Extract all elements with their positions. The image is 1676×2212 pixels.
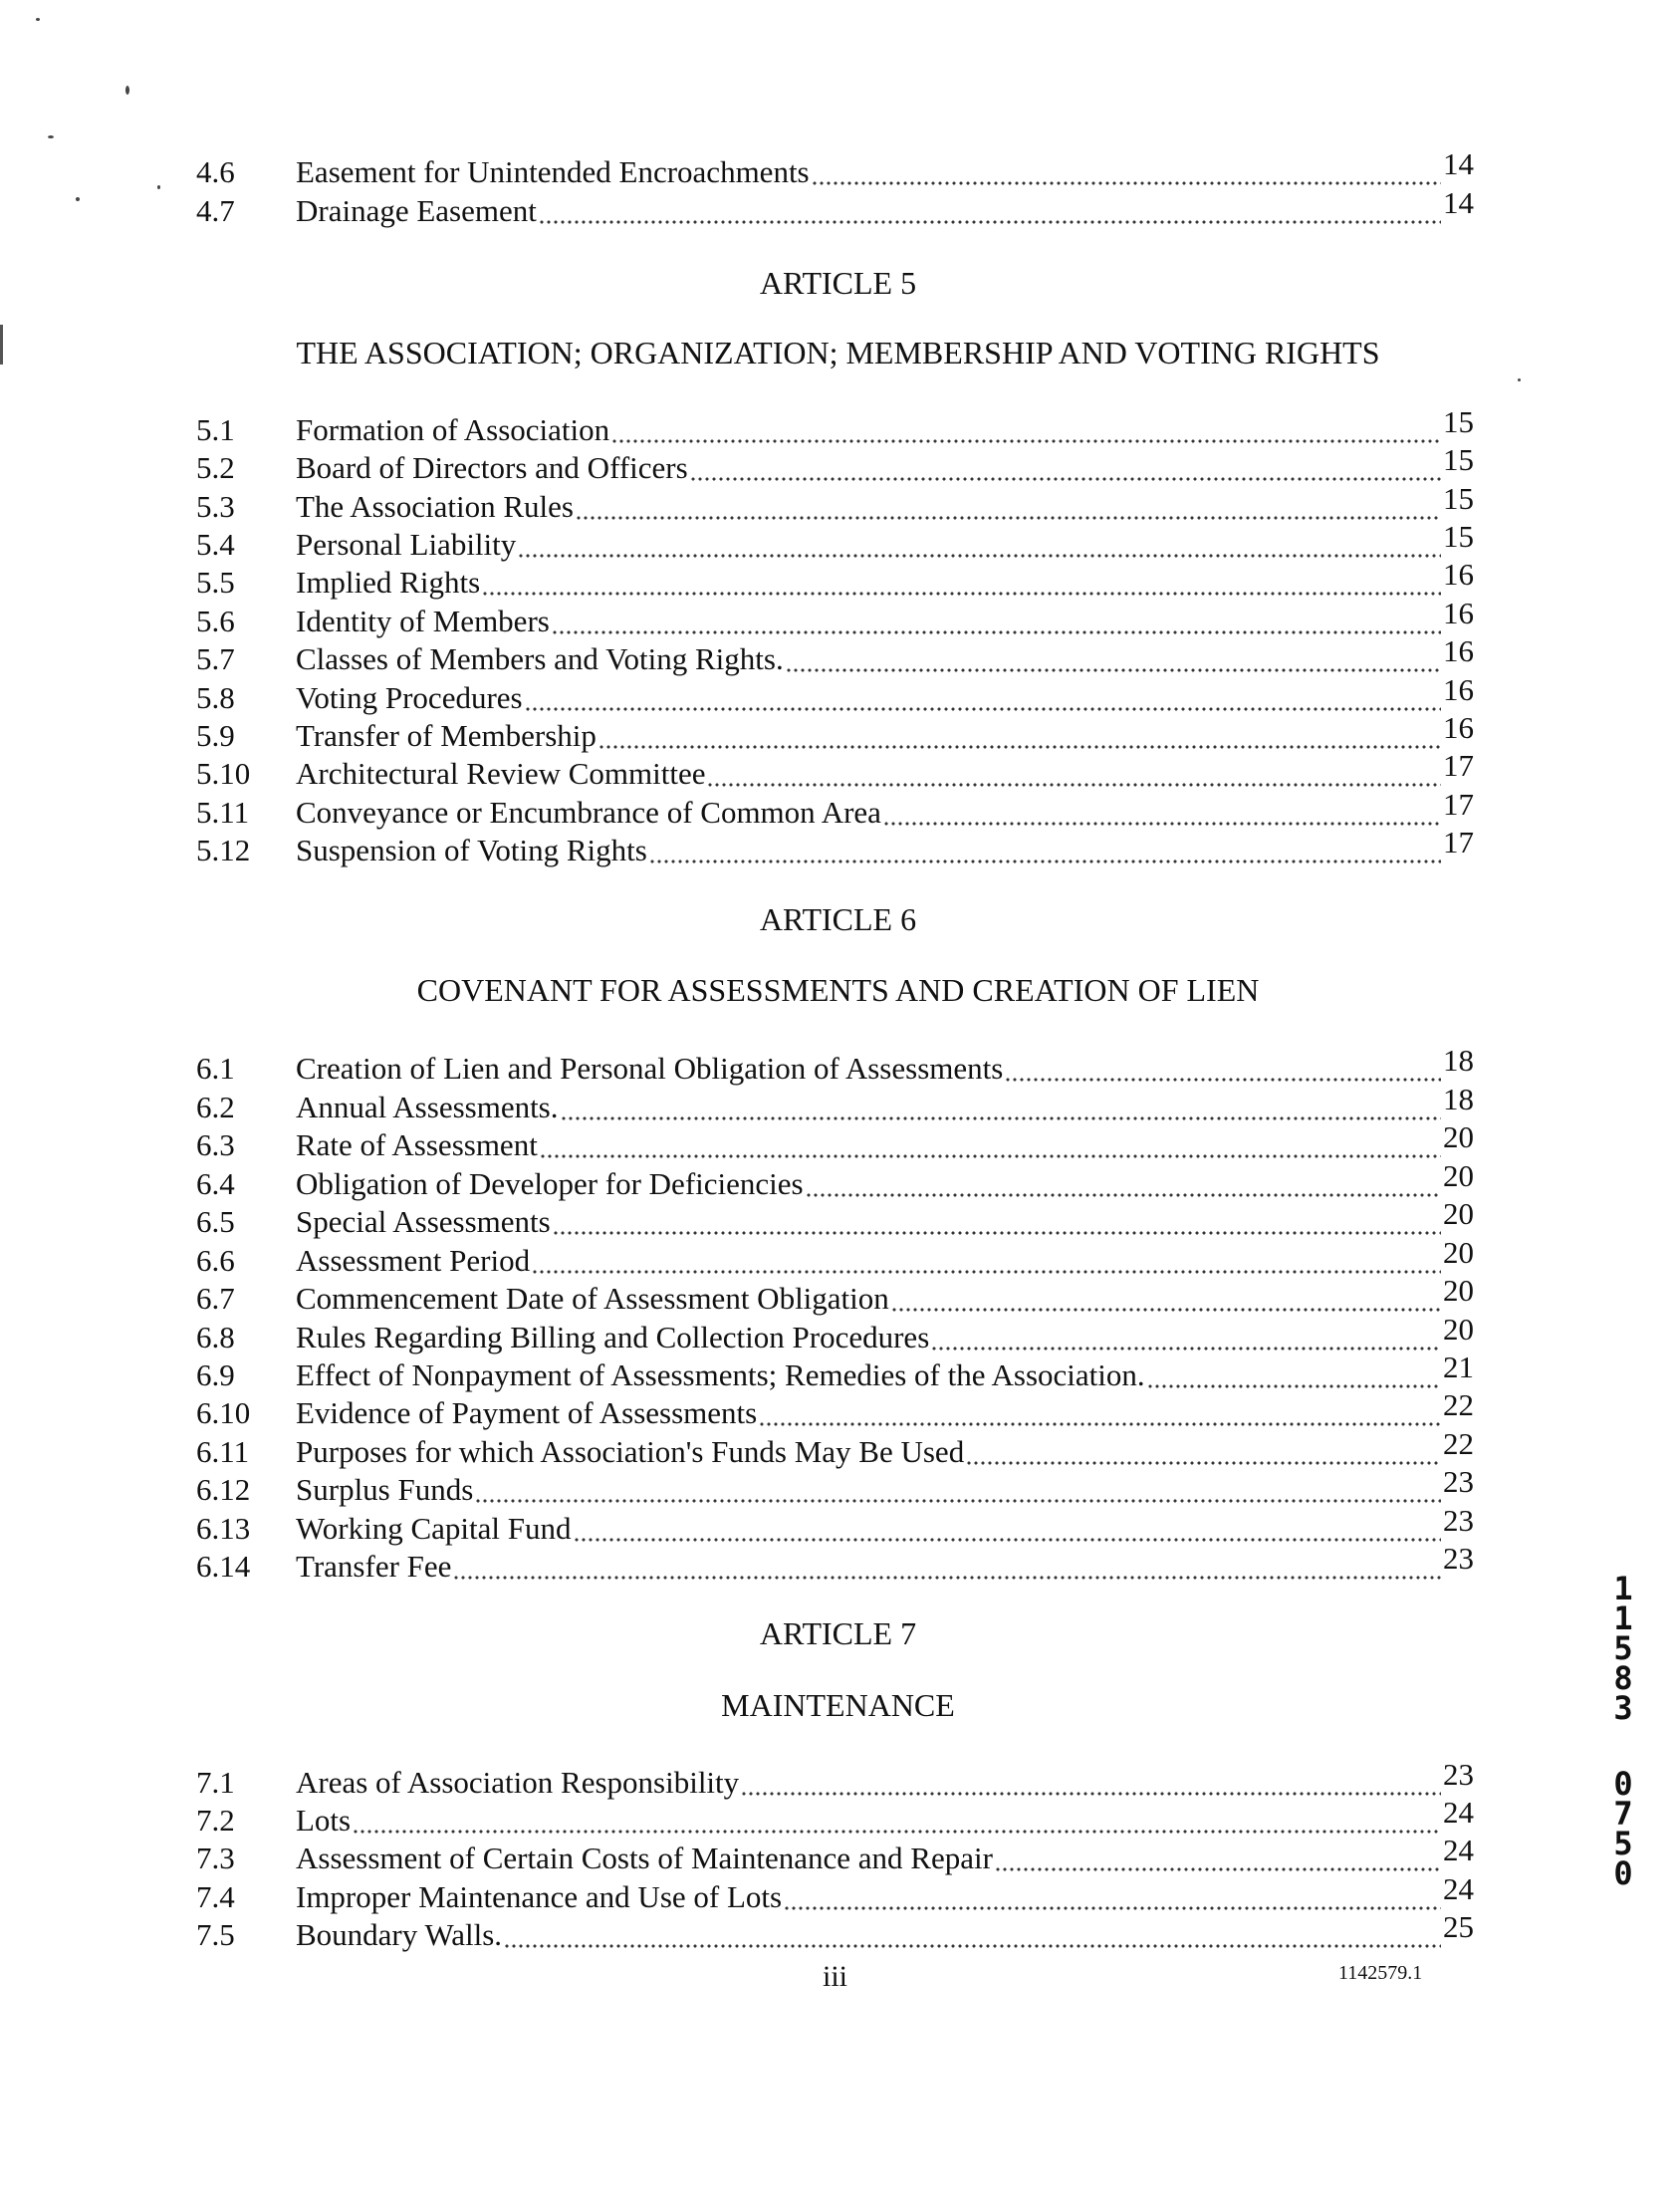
dot-leader [577,488,1441,526]
article-heading: ARTICLE 5 [759,265,917,301]
scan-speck [1518,378,1521,381]
entry-page: 22 [1443,1387,1474,1422]
entry-number: 6.6 [196,1243,235,1278]
dot-leader [526,679,1441,717]
entry-page: 23 [1443,1464,1474,1499]
entry-number: 5.1 [196,412,235,447]
toc-entry [196,1541,1474,1586]
dot-leader [454,1548,1441,1586]
entry-number: 6.4 [196,1166,235,1201]
entry-title: Assessment of Certain Costs of Maintenance and Repair [296,1841,993,1875]
entry-number: 6.3 [196,1127,235,1162]
entry-number: 5.3 [196,489,235,524]
dot-leader [742,1764,1441,1802]
entry-title: Drainage Easement [296,193,537,228]
entry-page: 16 [1443,633,1474,668]
dot-leader [540,192,1441,230]
dot-leader [892,1280,1441,1318]
entry-number: 5.10 [196,756,251,791]
entry-page: 24 [1443,1833,1474,1867]
dot-leader [483,564,1441,602]
entry-number: 6.10 [196,1395,251,1430]
entry-page: 15 [1443,442,1474,477]
entry-number: 6.12 [196,1472,251,1507]
entry-title: Transfer Fee [296,1549,452,1584]
entry-page: 20 [1443,1158,1474,1193]
entry-title: Commencement Date of Assessment Obligation [296,1281,889,1316]
entry-page: 20 [1443,1119,1474,1154]
entry-title: Evidence of Payment of Assessments [296,1395,758,1430]
entry-title: Rules Regarding Billing and Collection Procedures [296,1320,930,1354]
entry-title: Identity of Members [296,604,550,638]
toc-entry [196,1043,1474,1088]
dot-leader [932,1319,1441,1356]
dot-leader [554,1203,1441,1241]
entry-number: 5.9 [196,718,235,753]
entry-number: 4.6 [196,154,235,189]
toc-entry [196,1082,1474,1126]
entry-title: Surplus Funds [296,1472,474,1507]
entry-number: 7.5 [196,1917,235,1952]
scan-speck [157,185,160,189]
entry-page: 20 [1443,1196,1474,1231]
dot-leader [708,755,1441,793]
entry-title: Areas of Association Responsibility [296,1765,740,1800]
entry-page: 17 [1443,748,1474,783]
entry-title: Assessment Period [296,1243,531,1278]
scan-edge-line [0,325,3,365]
side-stamp [1603,1570,1643,1892]
entry-page: 20 [1443,1235,1474,1270]
toc-entry [196,1235,1474,1280]
entry-page: 21 [1443,1350,1474,1384]
toc-entry [196,633,1474,678]
dot-leader [541,1126,1441,1164]
entry-page: 20 [1443,1273,1474,1308]
entry-title: Rate of Assessment [296,1127,538,1162]
dot-leader [553,603,1441,640]
article-subtitle: MAINTENANCE [721,1687,955,1723]
stamp-digit: 7 [1613,1795,1633,1833]
entry-number: 6.14 [196,1549,251,1584]
stamp-digit: 5 [1613,1629,1633,1667]
entry-page: 24 [1443,1871,1474,1906]
entry-number: 5.11 [196,795,250,830]
footer-page-number: iii [823,1960,848,1993]
dot-leader [1148,1356,1441,1394]
scan-speck [76,197,80,201]
toc-entry [196,748,1474,793]
dot-leader [1006,1050,1441,1088]
toc-entry [196,1503,1474,1548]
entry-page: 15 [1443,481,1474,516]
entry-number: 5.2 [196,450,235,485]
stamp-digit: 3 [1613,1689,1633,1727]
toc-entry [196,146,1474,191]
dot-leader [996,1840,1441,1877]
entry-title: Special Assessments [296,1204,551,1239]
dot-leader [354,1802,1441,1840]
entry-title: Conveyance or Encumbrance of Common Area [296,795,881,830]
entry-page: 22 [1443,1426,1474,1461]
entry-title: Improper Maintenance and Use of Lots [296,1879,783,1914]
entry-number: 6.11 [196,1434,250,1469]
entry-title: Implied Rights [296,565,481,600]
entry-title: Working Capital Fund [296,1511,572,1546]
entry-number: 6.7 [196,1281,235,1316]
toc-entry [196,1119,1474,1164]
toc-entry [196,787,1474,832]
entry-page: 15 [1443,519,1474,554]
stamp-digit: 1 [1613,1570,1633,1607]
dot-leader [505,1916,1441,1954]
toc-entry [196,404,1474,449]
entry-number: 5.8 [196,680,235,715]
entry-page: 23 [1443,1757,1474,1792]
entry-number: 7.1 [196,1765,235,1800]
toc-entry [196,1464,1474,1509]
toc-entry [196,1833,1474,1877]
dot-leader [476,1471,1441,1509]
dot-leader [807,1165,1441,1203]
entry-title: Transfer of Membership [296,718,597,753]
dot-leader [691,449,1441,487]
entry-page: 18 [1443,1082,1474,1116]
toc-entry [196,710,1474,755]
entry-page: 16 [1443,557,1474,592]
entry-number: 6.9 [196,1357,235,1392]
entry-number: 5.6 [196,604,235,638]
entry-title: Architectural Review Committee [296,756,706,791]
toc-entry [196,1757,1474,1802]
entry-page: 16 [1443,596,1474,630]
entry-number: 4.7 [196,193,235,228]
toc-entry [196,185,1474,230]
entry-number: 5.4 [196,527,235,562]
scan-speck [36,18,40,21]
toc-entry [196,1158,1474,1203]
toc-entry [196,1273,1474,1318]
entry-title: The Association Rules [296,489,574,524]
entry-page: 18 [1443,1043,1474,1078]
entry-number: 7.4 [196,1879,235,1914]
entry-title: Classes of Members and Voting Rights. [296,641,784,676]
scan-speck [125,86,129,95]
dot-leader [884,794,1441,832]
toc-entry [196,1909,1474,1954]
entry-title: Personal Liability [296,527,517,562]
dot-leader [612,411,1441,449]
entry-title: Annual Assessments. [296,1090,559,1124]
dot-leader [519,526,1441,564]
toc-entry [196,481,1474,526]
article-heading: ARTICLE 6 [759,901,917,937]
entry-number: 5.12 [196,833,251,867]
stamp-digit: 8 [1613,1659,1633,1697]
entry-page: 14 [1443,185,1474,220]
entry-title: Voting Procedures [296,680,523,715]
entry-page: 16 [1443,672,1474,707]
toc-entry [196,557,1474,602]
toc-entry [196,519,1474,564]
entry-number: 6.1 [196,1051,235,1086]
footer-document-id: 1142579.1 [1338,1962,1423,1984]
entry-title: Board of Directors and Officers [296,450,688,485]
entry-number: 7.2 [196,1803,235,1838]
entry-title: Suspension of Voting Rights [296,833,647,867]
entry-number: 5.7 [196,641,235,676]
entry-title: Easement for Unintended Encroachments [296,154,810,189]
entry-page: 14 [1443,146,1474,181]
entry-page: 16 [1443,710,1474,745]
dot-leader [967,1433,1441,1471]
article-subtitle: THE ASSOCIATION; ORGANIZATION; MEMBERSHIP AND VOTING RIGHTS [296,335,1380,370]
dot-leader [599,717,1441,755]
entry-page: 20 [1443,1312,1474,1347]
toc-entry [196,1196,1474,1241]
entry-page: 23 [1443,1541,1474,1576]
entry-page: 24 [1443,1795,1474,1830]
dot-leader [813,153,1441,191]
entry-title: Effect of Nonpayment of Assessments; Remedies of the Association. [296,1357,1145,1392]
entry-number: 6.13 [196,1511,251,1546]
toc-entry [196,1795,1474,1840]
entry-page: 17 [1443,787,1474,822]
entry-title: Formation of Association [296,412,610,447]
dot-leader [533,1242,1441,1280]
toc-entry [196,596,1474,640]
dot-leader [575,1510,1442,1548]
dot-leader [562,1089,1442,1126]
toc-entry [196,442,1474,487]
stamp-digit: 1 [1613,1599,1633,1637]
toc-entry [196,1871,1474,1916]
entry-title: Lots [296,1803,352,1838]
entry-number: 6.8 [196,1320,235,1354]
entry-title: Obligation of Developer for Deficiencies [296,1166,804,1201]
entry-title: Creation of Lien and Personal Obligation of Assessments [296,1051,1004,1086]
entry-page: 25 [1443,1909,1474,1944]
dot-leader [785,1878,1441,1916]
toc-entry [196,1387,1474,1432]
article-heading: ARTICLE 7 [759,1615,917,1651]
entry-title: Boundary Walls. [296,1917,503,1952]
toc-entry [196,825,1474,869]
entry-number: 7.3 [196,1841,235,1875]
entry-page: 17 [1443,825,1474,860]
dot-leader [650,832,1441,869]
entry-page: 15 [1443,404,1474,439]
entry-title: Purposes for which Association's Funds May Be Used [296,1434,965,1469]
stamp-digit: 0 [1613,1854,1633,1892]
dot-leader [760,1394,1441,1432]
dot-leader [787,640,1441,678]
toc-entry [196,1426,1474,1471]
toc-entry [196,1312,1474,1356]
stamp-digit: 0 [1613,1765,1633,1803]
stamp-digit: 5 [1613,1825,1633,1862]
scan-speck [48,135,54,138]
toc-entry [196,672,1474,717]
entry-page: 23 [1443,1503,1474,1538]
entry-number: 5.5 [196,565,235,600]
article-subtitle: COVENANT FOR ASSESSMENTS AND CREATION OF LIEN [416,972,1260,1008]
entry-number: 6.2 [196,1090,235,1124]
entry-number: 6.5 [196,1204,235,1239]
toc-entry [196,1350,1474,1394]
